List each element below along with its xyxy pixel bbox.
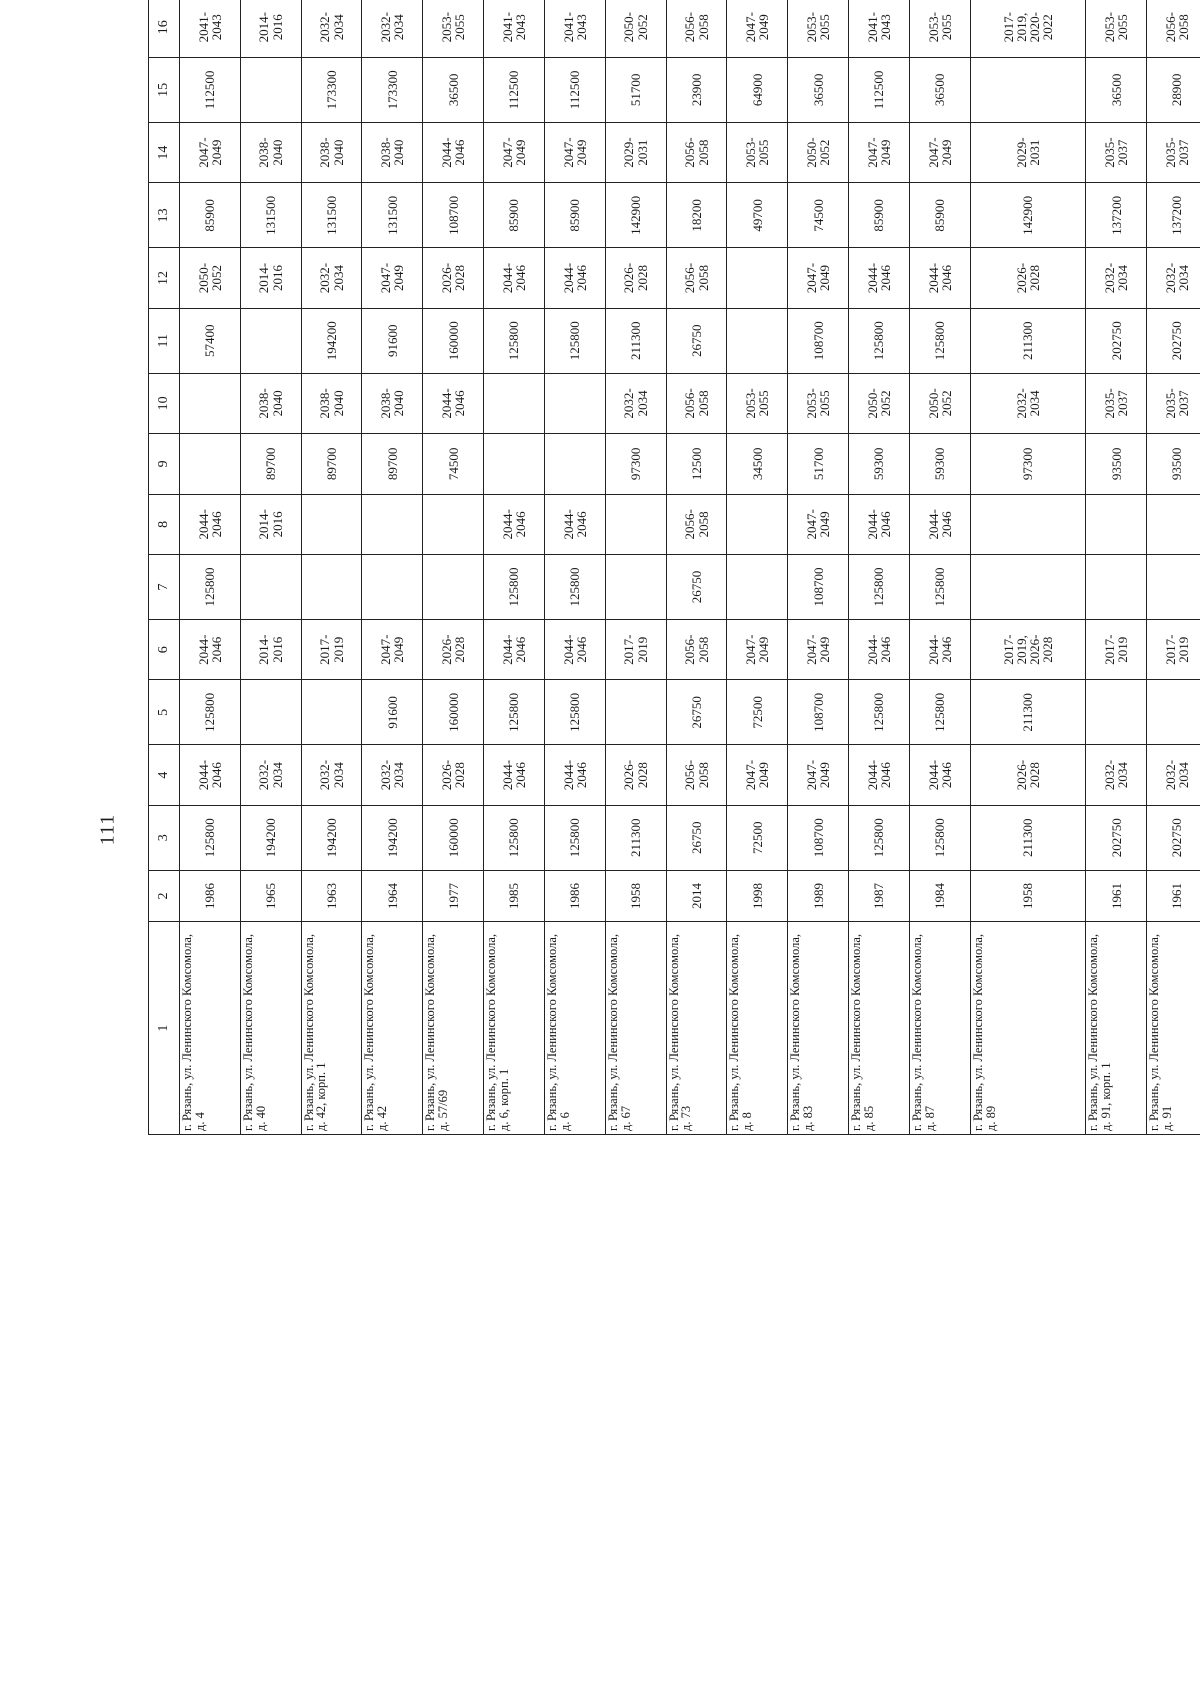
column-header: 15 [149,57,180,122]
table-cell: 108700 [788,555,849,620]
table-cell: 59300 [849,434,910,494]
table-cell [240,555,301,620]
table-cell: 89700 [240,434,301,494]
table-cell: 2032-2034 [362,0,423,57]
table-cell: 2053-2055 [788,0,849,57]
table-cell: 202750 [1147,308,1200,373]
table-cell: 74500 [423,434,484,494]
table-cell: 142900 [970,183,1085,248]
table-cell: 2017-2019 [301,619,362,679]
table-cell: 2056-2058 [666,373,727,433]
table-cell [423,494,484,554]
table-cell: 64900 [727,57,788,122]
table-cell: 2014-2016 [240,494,301,554]
table-row [180,0,241,1135]
table-cell: 211300 [605,805,666,870]
table-cell: 2044-2046 [849,745,910,805]
table-cell: 194200 [362,805,423,870]
address-cell: г. Рязань, ул. Ленинского Комсомола, д. 8 [727,922,788,1135]
table-cell: 1961 [1147,870,1200,922]
table-cell: 125800 [544,680,605,745]
column-header: 10 [149,373,180,433]
table-container [148,12,1200,1675]
table-cell: 2047-2049 [727,745,788,805]
table-cell: 36500 [788,57,849,122]
table-cell: 1958 [605,870,666,922]
table-cell: 2044-2046 [180,619,241,679]
table-cell: 1964 [362,870,423,922]
table-cell: 2044-2046 [909,494,970,554]
table-cell: 2038-2040 [362,373,423,433]
table-cell: 2017-2019 [605,619,666,679]
table-cell [1086,494,1147,554]
table-cell: 125800 [909,555,970,620]
table-cell [180,373,241,433]
table-row [849,0,910,1135]
table-cell: 36500 [909,57,970,122]
table-cell: 26750 [666,805,727,870]
table-cell: 2047-2049 [727,0,788,57]
table-row [301,0,362,1135]
table-cell: 89700 [362,434,423,494]
table-cell: 2053-2055 [423,0,484,57]
column-header: 5 [149,680,180,745]
table-cell: 85900 [544,183,605,248]
table-cell: 2032-2034 [301,0,362,57]
table-cell: 112500 [544,57,605,122]
table-cell: 211300 [970,308,1085,373]
data-table [148,0,1200,1135]
address-cell: г. Рязань, ул. Ленинского Комсомола, д. 83 [788,922,849,1135]
table-cell: 1977 [423,870,484,922]
table-cell: 2047-2049 [788,619,849,679]
table-cell: 2047-2049 [788,494,849,554]
table-cell: 2017-2019 [1147,619,1200,679]
table-cell: 125800 [180,680,241,745]
table-cell: 2056-2058 [666,745,727,805]
table-cell: 34500 [727,434,788,494]
table-cell: 1961 [1086,870,1147,922]
address-cell: г. Рязань, ул. Ленинского Комсомола, д. 91, корп. 1 [1086,922,1147,1135]
table-cell: 2032-2034 [1086,745,1147,805]
table-cell: 91600 [362,680,423,745]
table-cell: 2038-2040 [301,373,362,433]
table-row [605,0,666,1135]
table-cell: 137200 [1147,183,1200,248]
table-cell: 112500 [849,57,910,122]
table-cell: 211300 [605,308,666,373]
table-row [484,0,545,1135]
column-header: 8 [149,494,180,554]
table-cell: 85900 [849,183,910,248]
table-cell [484,434,545,494]
table-cell: 108700 [788,805,849,870]
table-cell: 194200 [301,308,362,373]
table-cell: 108700 [423,183,484,248]
table-cell: 1987 [849,870,910,922]
table-cell [727,308,788,373]
table-cell: 2053-2055 [727,373,788,433]
table-cell: 2026-2028 [423,745,484,805]
table-cell: 2047-2049 [727,619,788,679]
column-header: 13 [149,183,180,248]
table-cell: 85900 [909,183,970,248]
table-cell: 125800 [849,308,910,373]
table-cell: 2029-2031 [605,122,666,182]
table-cell: 112500 [180,57,241,122]
address-cell: г. Рязань, ул. Ленинского Комсомола, д. 85 [849,922,910,1135]
table-cell: 2044-2046 [849,248,910,308]
table-cell: 36500 [423,57,484,122]
table-cell [362,494,423,554]
table-cell: 2044-2046 [909,745,970,805]
table-cell: 93500 [1086,434,1147,494]
table-cell: 2041-2043 [484,0,545,57]
table-cell: 2044-2046 [544,248,605,308]
table-cell [484,373,545,433]
table-cell: 2035-2037 [1086,122,1147,182]
table-cell: 1986 [544,870,605,922]
table-cell: 1986 [180,870,241,922]
table-cell: 57400 [180,308,241,373]
table-cell: 2038-2040 [362,122,423,182]
table-cell: 2038-2040 [240,122,301,182]
table-cell: 2044-2046 [180,745,241,805]
table-cell: 28900 [1147,57,1200,122]
table-cell [970,555,1085,620]
table-cell [1086,555,1147,620]
table-cell: 23900 [666,57,727,122]
column-header: 7 [149,555,180,620]
table-cell [1147,680,1200,745]
address-cell: г. Рязань, ул. Ленинского Комсомола, д. 6, корп. 1 [484,922,545,1135]
address-cell: г. Рязань, ул. Ленинского Комсомола, д. 57/69 [423,922,484,1135]
table-cell: 1989 [788,870,849,922]
column-header: 2 [149,870,180,922]
table-cell: 2050-2052 [849,373,910,433]
table-row [423,0,484,1135]
table-cell: 2047-2049 [788,745,849,805]
table-row [362,0,423,1135]
table-cell: 89700 [301,434,362,494]
table-cell: 2014-2016 [240,0,301,57]
table-cell: 2044-2046 [484,745,545,805]
table-cell: 2026-2028 [605,745,666,805]
table-cell: 1998 [727,870,788,922]
table-row [727,0,788,1135]
table-cell: 112500 [484,57,545,122]
table-cell: 91600 [362,308,423,373]
table-cell: 2038-2040 [301,122,362,182]
table-cell: 2026-2028 [423,619,484,679]
table-cell: 2056-2058 [666,494,727,554]
table-cell: 2017-2019, 2020-2022 [970,0,1085,57]
table-cell [301,494,362,554]
table-cell: 2044-2046 [909,248,970,308]
table-cell: 202750 [1086,805,1147,870]
table-cell: 2035-2037 [1147,122,1200,182]
table-cell [544,434,605,494]
table-cell: 2044-2046 [484,619,545,679]
table-cell [605,680,666,745]
table-cell: 2035-2037 [1147,373,1200,433]
table-cell: 2014 [666,870,727,922]
table-cell: 125800 [849,680,910,745]
table-cell: 125800 [544,805,605,870]
table-cell: 160000 [423,680,484,745]
table-cell: 125800 [484,555,545,620]
table-cell: 202750 [1086,308,1147,373]
table-cell: 194200 [301,805,362,870]
table-cell: 125800 [180,805,241,870]
table-cell: 2035-2037 [1086,373,1147,433]
table-cell: 2029-2031 [970,122,1085,182]
table-cell: 2056-2058 [666,619,727,679]
table-cell: 2017-2019, 2026-2028 [970,619,1085,679]
table-cell [240,57,301,122]
page-number: 111 [96,813,119,846]
table-cell: 2056-2058 [666,248,727,308]
table-cell: 2050-2052 [180,248,241,308]
table-cell: 2032-2034 [1147,248,1200,308]
table-cell [362,555,423,620]
table-cell: 2047-2049 [180,122,241,182]
table-cell [605,555,666,620]
table-cell: 142900 [605,183,666,248]
table-cell: 26750 [666,555,727,620]
table-cell [240,680,301,745]
table-cell: 2032-2034 [1086,248,1147,308]
rotated-table-frame [148,0,1200,1135]
table-cell: 125800 [180,555,241,620]
table-cell: 125800 [909,308,970,373]
address-cell: г. Рязань, ул. Ленинского Комсомола, д. 87 [909,922,970,1135]
table-row [1147,0,1200,1135]
table-cell: 2032-2034 [1147,745,1200,805]
table-cell: 2032-2034 [970,373,1085,433]
table-cell: 2041-2043 [180,0,241,57]
address-cell: г. Рязань, ул. Ленинского Комсомола, д. 4 [180,922,241,1135]
table-cell: 2044-2046 [849,619,910,679]
table-cell: 2050-2052 [909,373,970,433]
table-cell: 2044-2046 [423,373,484,433]
table-cell: 2044-2046 [484,248,545,308]
table-cell: 211300 [970,805,1085,870]
table-cell: 2047-2049 [849,122,910,182]
table-cell: 125800 [484,805,545,870]
table-cell: 125800 [484,308,545,373]
table-cell: 93500 [1147,434,1200,494]
table-cell: 85900 [484,183,545,248]
table-cell: 1958 [970,870,1085,922]
table-cell: 2044-2046 [544,619,605,679]
table-cell [727,494,788,554]
table-cell [970,57,1085,122]
table-cell: 51700 [605,57,666,122]
table-cell: 2047-2049 [788,248,849,308]
table-cell [240,308,301,373]
column-header: 6 [149,619,180,679]
table-cell: 125800 [484,680,545,745]
table-cell: 2044-2046 [180,494,241,554]
table-cell: 2032-2034 [605,373,666,433]
table-row [788,0,849,1135]
table-cell: 26750 [666,680,727,745]
table-cell: 125800 [909,805,970,870]
column-header: 1 [149,922,180,1135]
table-cell: 2044-2046 [544,745,605,805]
table-cell: 1963 [301,870,362,922]
table-cell [605,494,666,554]
table-cell: 125800 [849,555,910,620]
table-cell: 49700 [727,183,788,248]
table-cell: 2053-2055 [1086,0,1147,57]
column-header: 9 [149,434,180,494]
table-cell: 2044-2046 [849,494,910,554]
table-cell: 2047-2049 [362,619,423,679]
table-cell: 2017-2019 [1086,619,1147,679]
table-cell: 2038-2040 [240,373,301,433]
table-cell: 2032-2034 [301,248,362,308]
column-header: 16 [149,0,180,57]
table-cell: 2026-2028 [970,745,1085,805]
table-cell: 173300 [301,57,362,122]
table-cell: 125800 [849,805,910,870]
table-row [240,0,301,1135]
table-cell: 2032-2034 [301,745,362,805]
address-cell: г. Рязань, ул. Ленинского Комсомола, д. 67 [605,922,666,1135]
table-cell: 2041-2043 [544,0,605,57]
table-cell: 125800 [909,680,970,745]
table-cell [301,555,362,620]
address-cell: г. Рязань, ул. Ленинского Комсомола, д. 40 [240,922,301,1135]
table-cell [180,434,241,494]
address-cell: г. Рязань, ул. Ленинского Комсомола, д. 42 [362,922,423,1135]
table-cell: 194200 [240,805,301,870]
table-cell: 1985 [484,870,545,922]
table-cell [1147,555,1200,620]
table-cell: 125800 [544,555,605,620]
column-header: 3 [149,805,180,870]
table-row [666,0,727,1135]
table-cell: 85900 [180,183,241,248]
table-cell: 2026-2028 [970,248,1085,308]
table-cell: 2056-2058 [666,0,727,57]
table-row [970,0,1085,1135]
table-cell: 108700 [788,680,849,745]
table-cell: 2044-2046 [544,494,605,554]
table-cell: 2047-2049 [362,248,423,308]
address-cell: г. Рязань, ул. Ленинского Комсомола, д. 42, корп. 1 [301,922,362,1135]
table-cell: 12500 [666,434,727,494]
table-cell [1147,494,1200,554]
table-cell: 1984 [909,870,970,922]
table-cell: 137200 [1086,183,1147,248]
table-cell: 2026-2028 [605,248,666,308]
table-cell: 2056-2058 [1147,0,1200,57]
table-cell: 2047-2049 [484,122,545,182]
table-row [909,0,970,1135]
table-cell: 2026-2028 [423,248,484,308]
table-cell: 97300 [970,434,1085,494]
table-cell: 2050-2052 [605,0,666,57]
column-header: 11 [149,308,180,373]
table-cell: 2053-2055 [909,0,970,57]
table-row [544,0,605,1135]
table-cell: 72500 [727,805,788,870]
table-cell: 2032-2034 [362,745,423,805]
table-cell [1086,680,1147,745]
table-cell: 160000 [423,308,484,373]
table-cell: 2053-2055 [727,122,788,182]
table-cell: 2014-2016 [240,619,301,679]
table-cell: 51700 [788,434,849,494]
table-cell: 36500 [1086,57,1147,122]
table-cell: 108700 [788,308,849,373]
table-cell: 18200 [666,183,727,248]
address-cell: г. Рязань, ул. Ленинского Комсомола, д. 91 [1147,922,1200,1135]
table-cell: 2044-2046 [484,494,545,554]
address-cell: г. Рязань, ул. Ленинского Комсомола, д. 73 [666,922,727,1135]
table-cell: 131500 [240,183,301,248]
table-cell: 2044-2046 [909,619,970,679]
column-header: 14 [149,122,180,182]
table-cell [301,680,362,745]
table-cell: 160000 [423,805,484,870]
table-cell: 2014-2016 [240,248,301,308]
table-cell [727,248,788,308]
table-cell: 74500 [788,183,849,248]
table-cell: 125800 [544,308,605,373]
table-row [1086,0,1147,1135]
table-cell: 173300 [362,57,423,122]
column-header: 12 [149,248,180,308]
table-cell: 2056-2058 [666,122,727,182]
table-cell [423,555,484,620]
table-cell: 59300 [909,434,970,494]
table-cell: 72500 [727,680,788,745]
table-cell: 97300 [605,434,666,494]
table-cell: 131500 [362,183,423,248]
table-cell: 211300 [970,680,1085,745]
column-header: 4 [149,745,180,805]
address-cell: г. Рязань, ул. Ленинского Комсомола, д. 89 [970,922,1085,1135]
table-cell: 1965 [240,870,301,922]
table-cell: 2047-2049 [909,122,970,182]
table-cell [970,494,1085,554]
table-cell: 2041-2043 [849,0,910,57]
table-cell [544,373,605,433]
table-cell: 2050-2052 [788,122,849,182]
table-cell: 2053-2055 [788,373,849,433]
address-cell: г. Рязань, ул. Ленинского Комсомола, д. 6 [544,922,605,1135]
table-cell: 2047-2049 [544,122,605,182]
table-cell [727,555,788,620]
table-cell: 202750 [1147,805,1200,870]
header-row [149,0,180,1135]
table-cell: 2044-2046 [423,122,484,182]
table-cell: 2032-2034 [240,745,301,805]
table-cell: 26750 [666,308,727,373]
table-cell: 131500 [301,183,362,248]
